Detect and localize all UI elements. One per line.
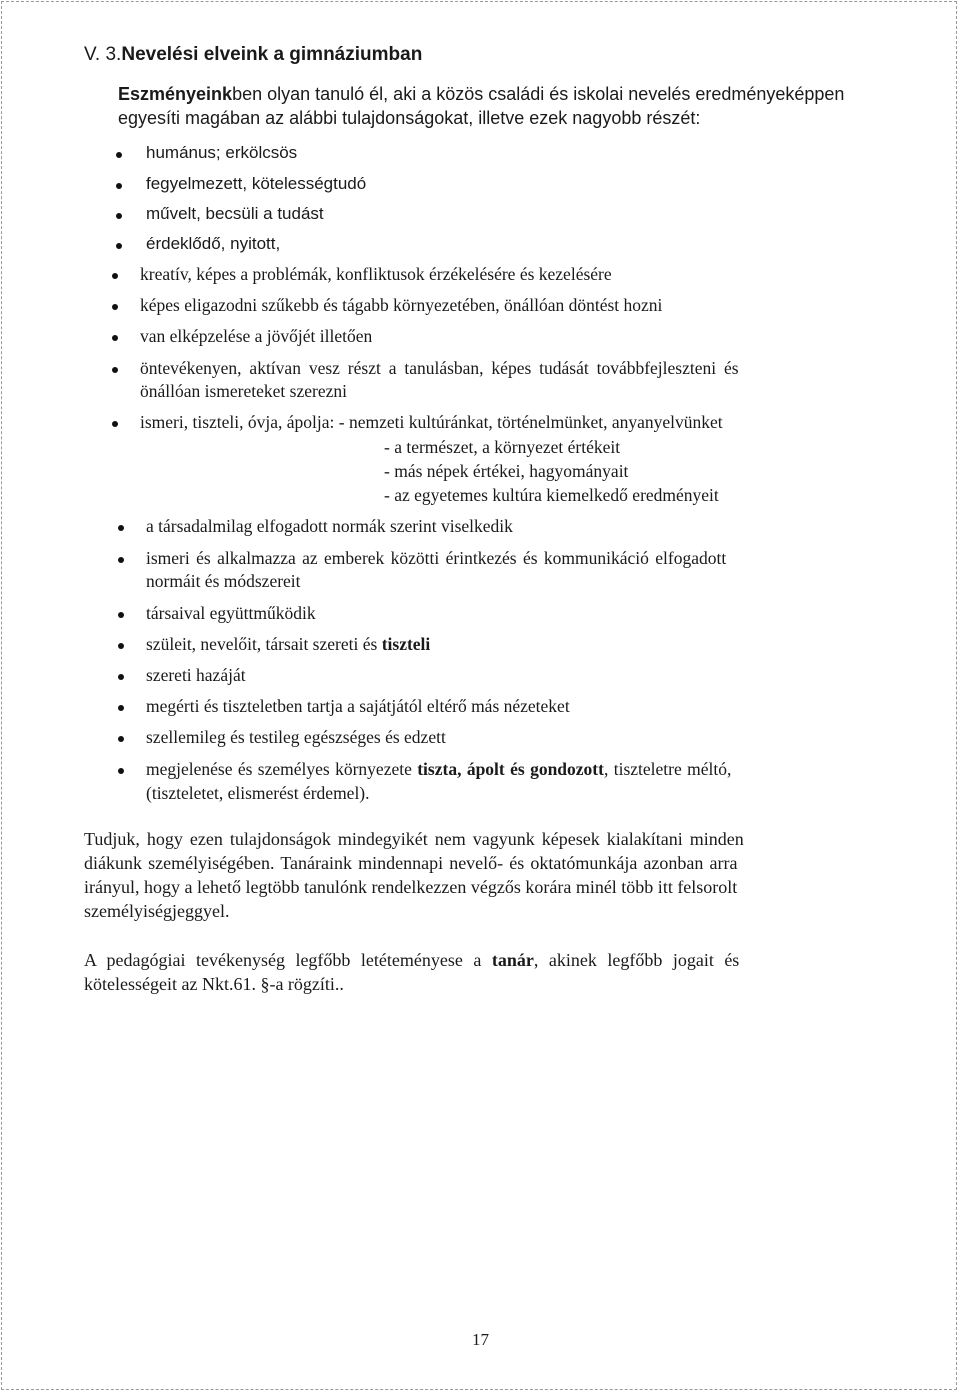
paragraph-line: személyiségjeggyel.: [84, 901, 230, 921]
list-item-continuation: (tiszteletet, elismerést érdemel).: [146, 783, 370, 803]
paragraph-line: Tudjuk, hogy ezen tulajdonságok mindegyikét nem vagyunk képesek kialakítani minden: [84, 829, 744, 849]
paragraph-line: A pedagógiai tevékenység legfőbb letéteményese a tanár, akinek legfőbb jogait és: [84, 950, 740, 970]
bullet-icon: [118, 674, 124, 680]
list-item: társaival együttműködik: [146, 603, 316, 623]
list-item: megérti és tiszteletben tartja a sajátjától eltérő más nézeteket: [146, 696, 570, 716]
list-item: öntevékenyen, aktívan vesz részt a tanulásban, képes tudását továbbfejleszteni és: [140, 358, 739, 378]
list-item: ismeri, tiszteli, óvja, ápolja: - nemzeti kultúránkat, történelmünket, anyanyelvünket: [140, 412, 723, 432]
bullet-icon: [118, 705, 124, 711]
sub-item: - más népek értékei, hagyományait: [384, 461, 629, 481]
list-item: kreatív, képes a problémák, konfliktusok érzékelésére és kezelésére: [140, 264, 612, 284]
bullet-icon: [118, 736, 124, 742]
bullet-icon: [112, 367, 118, 373]
bullet-icon: [118, 768, 124, 774]
bullet-icon: [116, 243, 122, 249]
bullet-icon: [112, 273, 118, 279]
bullet-icon: [118, 557, 124, 563]
list-item-continuation: normáit és módszereit: [146, 571, 301, 591]
page-number: 17: [472, 1330, 489, 1349]
bullet-icon: [112, 304, 118, 310]
list-item: megjelenése és személyes környezete tiszta, ápolt és gondozott, tiszteletre méltó,: [146, 759, 732, 779]
intro-line-1: Eszményeinkben olyan tanuló él, aki a közös családi és iskolai nevelés eredményeképpen: [118, 84, 845, 104]
list-item: szüleit, nevelőit, társait szereti és tiszteli: [146, 634, 431, 654]
bullet-icon: [116, 183, 122, 189]
bullet-icon: [118, 612, 124, 618]
list-item: humánus; erkölcsös: [146, 143, 298, 162]
paragraph-line: irányul, hogy a lehető legtöbb tanulónk rendelkezzen végzős korára minél több itt felsorolt: [84, 877, 738, 897]
list-item: fegyelmezett, kötelességtudó: [146, 174, 367, 193]
paragraph-line: diákunk személyiségében. Tanáraink mindennapi nevelő- és oktatómunkája azonban arra: [84, 853, 738, 873]
bullet-icon: [118, 643, 124, 649]
list-item: képes eligazodni szűkebb és tágabb környezetében, önállóan döntést hozni: [140, 295, 663, 315]
list-item: szellemileg és testileg egészséges és edzett: [146, 727, 446, 747]
bullet-icon: [116, 213, 122, 219]
list-item: szereti hazáját: [146, 665, 246, 685]
intro-line-2: egyesíti magában az alábbi tulajdonságokat, illetve ezek nagyobb részét:: [118, 108, 701, 128]
sub-item: - a természet, a környezet értékeit: [384, 437, 621, 457]
bullet-icon: [112, 421, 118, 427]
section-heading: V. 3.Nevelési elveink a gimnáziumban: [84, 44, 423, 65]
list-item: érdeklődő, nyitott,: [146, 234, 281, 253]
paragraph-line: kötelességeit az Nkt.61. §-a rögzíti..: [84, 974, 344, 994]
list-item-continuation: önállóan ismereteket szerezni: [140, 381, 347, 401]
sub-item: - az egyetemes kultúra kiemelkedő eredményeit: [384, 485, 719, 505]
list-item: van elképzelése a jövőjét illetően: [140, 326, 373, 346]
list-item: a társadalmilag elfogadott normák szerint viselkedik: [146, 516, 513, 536]
bullet-icon: [116, 152, 122, 158]
bullet-icon: [118, 525, 124, 531]
bullet-icon: [112, 335, 118, 341]
list-item: ismeri és alkalmazza az emberek közötti érintkezés és kommunikáció elfogadott: [146, 548, 727, 568]
list-item: művelt, becsüli a tudást: [146, 204, 324, 223]
